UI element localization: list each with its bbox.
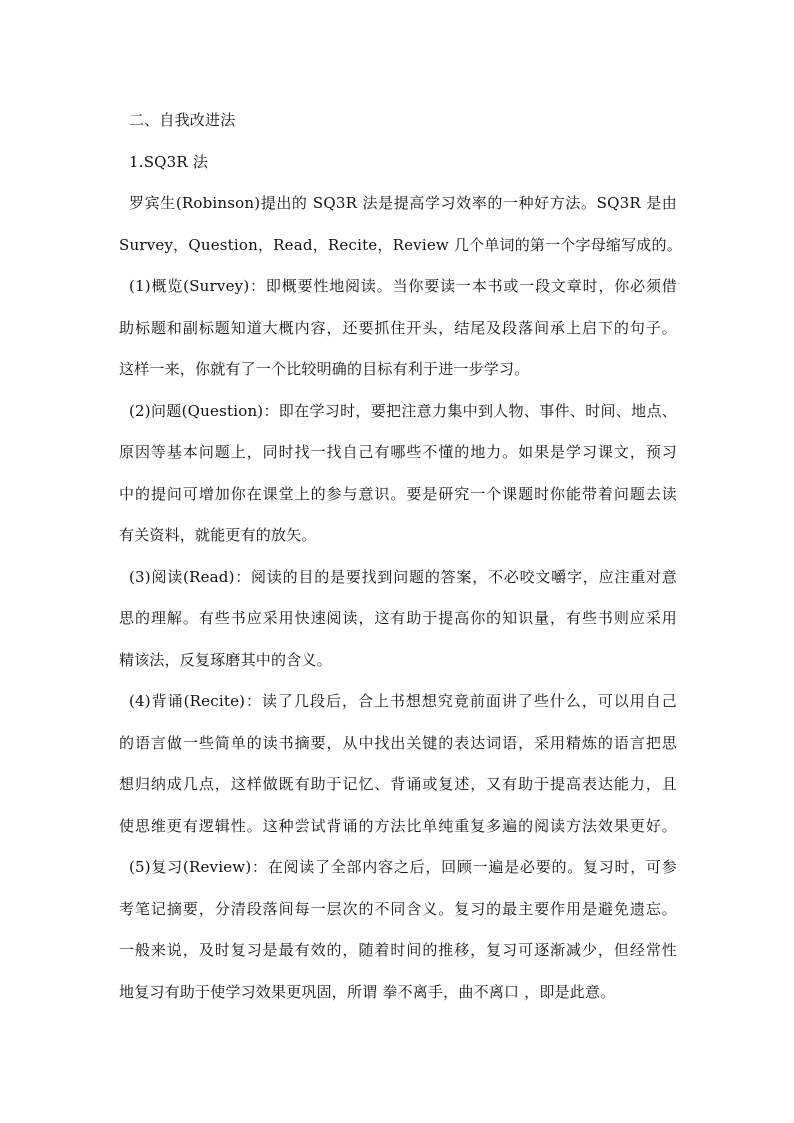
- paragraph-line: (2)问题(Question)：即在学习时，要把注意力集中到人物、事件、时间、地点、: [129, 401, 677, 420]
- paragraph-survey: [119, 266, 677, 391]
- paragraph-review: [119, 847, 677, 1013]
- paragraph-line: 原因等基本问题上，同时找一找自己有哪些不懂的地力。如果是学习课文，预习: [119, 443, 677, 461]
- paragraph-recite: [119, 681, 677, 847]
- paragraph-line: 助标题和副标题知道大概内容，还要抓住开头，结尾及段落间承上启下的句子。: [119, 318, 677, 337]
- paragraph-line: 一般来说，及时复习是最有效的，随着时间的推移，复习可逐渐减少，但经常性: [119, 941, 677, 959]
- section-heading: 二、自我改进法: [129, 111, 236, 129]
- paragraph-line: 考笔记摘要，分清段落间每一层次的不同含义。复习的最主要作用是避免遗忘。: [119, 899, 677, 918]
- paragraph-line: 中的提问可增加你在课堂上的参与意识。要是研究一个课题时你能带着问题去读: [119, 484, 677, 503]
- paragraph-line: 思的理解。有些书应采用快速阅读，这有助于提高你的知识量，有些书则应采用: [119, 609, 677, 627]
- document-body: [119, 100, 682, 1013]
- paragraph-line: 的语言做一些简单的读书摘要，从中找出关键的表达词语，采用精炼的语言把思: [119, 733, 677, 752]
- paragraph-line: (4)背诵(Recite)：读了几段后，合上书想想究竟前面讲了些什么，可以用自己: [129, 692, 677, 710]
- paragraph-line: 地复习有助于使学习效果更巩固，所谓 拳不离手，曲不离口 ，即是此意。: [119, 982, 616, 1001]
- paragraph-intro: [119, 183, 682, 266]
- paragraph-line: 精该法，反复琢磨其中的含义。: [119, 650, 332, 669]
- paragraph-question: [119, 391, 677, 557]
- paragraph-line: (1)概览(Survey)：即概要性地阅读。当你要读一本书或一段文章时，你必须借: [129, 277, 677, 295]
- paragraph-line: 使思维更有逻辑性。这种尝试背诵的方法比单纯重复多遍的阅读方法效果更好。: [119, 816, 677, 835]
- paragraph-line: 这样一来，你就有了一个比较明确的目标有利于进一步学习。: [119, 360, 530, 378]
- paragraph-line: 罗宾生(Robinson)提出的 SQ3R 法是提高学习效率的一种好方法。SQ3R 是由: [129, 194, 677, 212]
- subsection-heading: 1.SQ3R 法: [129, 152, 209, 171]
- paragraph-line: 有关资料，就能更有的放矢。: [119, 526, 317, 544]
- paragraph-read: [119, 557, 677, 682]
- paragraph-line: (3)阅读(Read)：阅读的目的是要找到问题的答案，不必咬文嚼字，应注重对意: [129, 567, 677, 586]
- paragraph-line: (5)复习(Review)：在阅读了全部内容之后，回顾一遍是必要的。复习时，可参: [129, 858, 677, 876]
- paragraph-line: Survey，Question，Read，Recite，Review 几个单词的第一个字母缩写成的。: [119, 235, 682, 254]
- paragraph-line: 想归纳成几点，这样做既有助于记忆、背诵或复述，又有助于提高表达能力，且: [119, 775, 677, 793]
